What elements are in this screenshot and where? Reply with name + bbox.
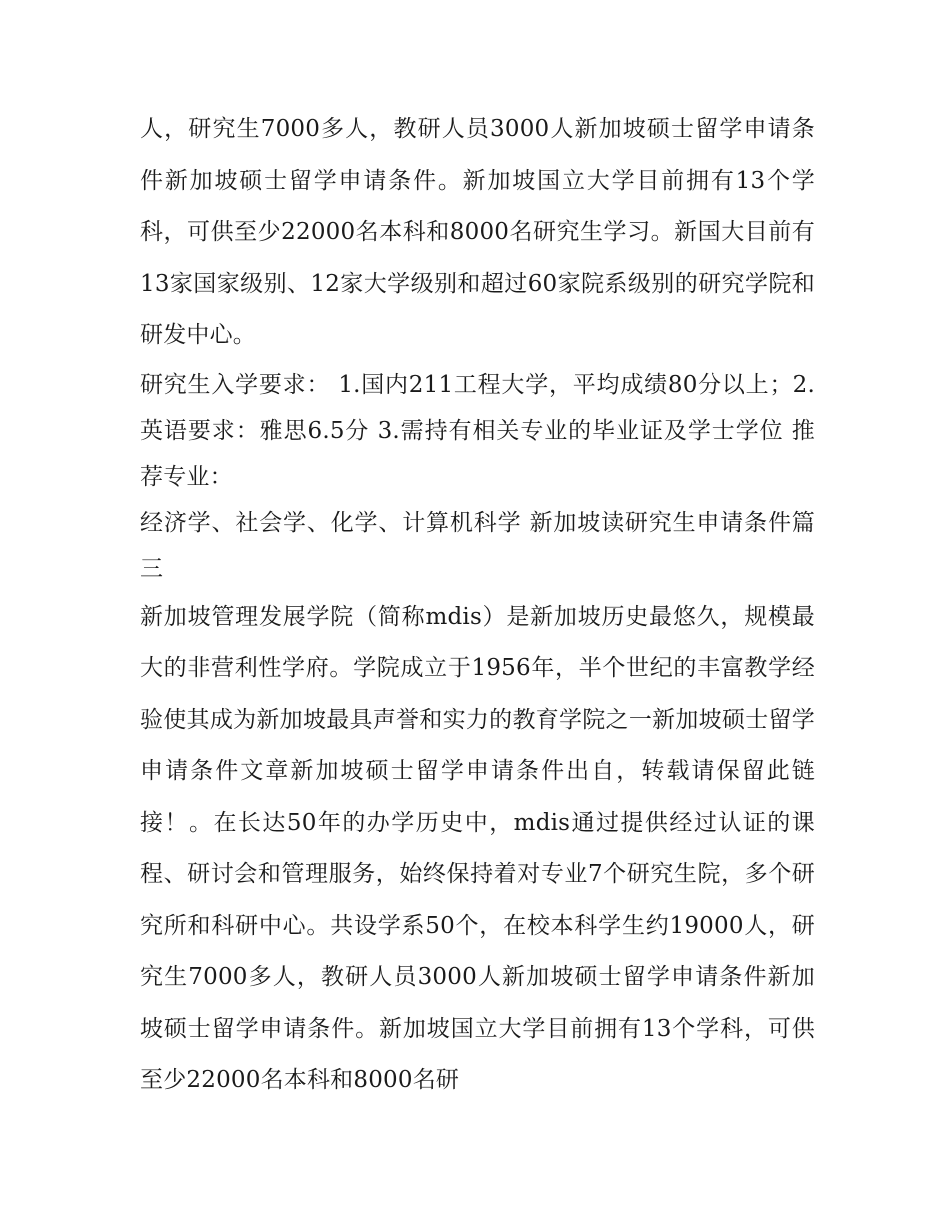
- paragraph-1: 人，研究生7000多人，教研人员3000人新加坡硕士留学申请条件新加坡硕士留学申请条件。新加坡国立大学目前拥有13个学科，可供至少22000名本科和8000名研究生学习。新国大目前有13家国家级别、12家大学级别和超过60家院系级别的研究学院和研发中心。: [140, 116, 815, 348]
- paragraph-3: 经济学、社会学、化学、计算机科学 新加坡读研究生申请条件篇三: [140, 509, 815, 582]
- paragraph-2: 研究生入学要求： 1.国内211工程大学，平均成绩80分以上；2.英语要求：雅思6.5分 3.需持有相关专业的毕业证及学士学位 推荐专业：: [140, 371, 815, 490]
- document-body: [140, 104, 815, 1107]
- paragraph-4: 新加坡管理发展学院（简称mdis）是新加坡历史最悠久，规模最大的非营利性学府。学院成立于1956年，半个世纪的丰富教学经验使其成为新加坡最具声誉和实力的教育学院之一新加坡硕士留学申请条件文章新加坡硕士留学申请条件出自，转载请保留此链接！。在长达50年的办学历史中，mdis通过提供经过认证的课程、研讨会和管理服务，始终保持着对专业7个研究生院，多个研究所和科研中心。共设学系50个，在校本科学生约19000人，研究生7000多人，教研人员3000人新加坡硕士留学申请条件新加坡硕士留学申请条件。新加坡国立大学目前拥有13个学科，可供至少22000名本科和8000名研: [140, 603, 815, 1093]
